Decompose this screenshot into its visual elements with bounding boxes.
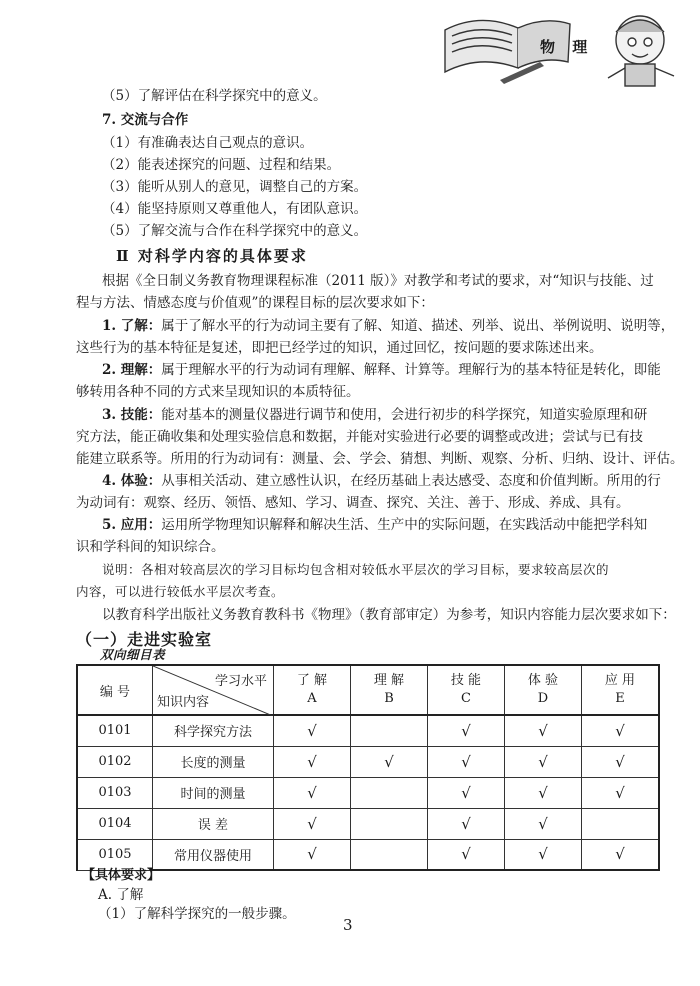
table-row (77, 839, 659, 870)
term-text: 属于了解水平的行为动词主要有了解、知道、描述、列举、说出、举例说明、说明等， (161, 318, 675, 334)
row-content: 时间的测量 (153, 777, 274, 808)
cartoon-character-icon (608, 16, 674, 86)
term-label: 2. 理解： (102, 362, 162, 378)
text-line: （5）了解交流与合作在科学探究中的意义。 (102, 223, 368, 239)
subject-label: 物 理 (540, 38, 594, 56)
term-label: 3. 技能： (102, 407, 162, 423)
row-id: 0103 (77, 777, 153, 808)
row-id: 0101 (77, 715, 153, 746)
header-level-c: 技 能 C (428, 665, 505, 715)
table-caption: 双向细目表 (100, 647, 166, 662)
section-title: Ⅱ 对科学内容的具体要求 (116, 247, 308, 265)
mark-cell: √ (428, 808, 505, 839)
row-content: 常用仪器使用 (153, 839, 274, 870)
row-id: 0102 (77, 746, 153, 777)
header-diagonal (153, 665, 274, 715)
row-content: 科学探究方法 (153, 715, 274, 746)
mark-cell: √ (274, 808, 351, 839)
header-number: 编 号 (77, 665, 153, 715)
paragraph-line: 为动词有：观察、经历、领悟、感知、学习、调查、探究、关注、善于、形成、养成、具有。 (76, 495, 630, 511)
mark-cell (351, 839, 428, 870)
mark-cell: √ (505, 808, 582, 839)
paragraph-line (102, 515, 647, 535)
mark-cell: √ (505, 777, 582, 808)
note-line: 内容，可以进行较低水平层次考查。 (76, 584, 285, 599)
header-level-label: 学习水平 (214, 674, 267, 689)
term-label: 5. 应用： (102, 517, 162, 533)
mark-cell: √ (582, 777, 660, 808)
paragraph-line: 以教育科学出版社义务教育教科书《物理》（教育部审定）为参考，知识内容能力层次要求如下： (102, 607, 676, 623)
mark-cell: √ (428, 839, 505, 870)
paragraph-line: 程与方法、情感态度与价值观”的课程目标的层次要求如下： (76, 295, 434, 311)
row-content: 误 差 (153, 808, 274, 839)
table-row (77, 808, 659, 839)
mark-cell: √ (505, 839, 582, 870)
term-text: 能对基本的测量仪器进行调节和使用，会进行初步的科学探究，知道实验原理和研 (161, 407, 648, 423)
mark-cell (582, 808, 660, 839)
mark-cell: √ (582, 715, 660, 746)
mark-cell (351, 715, 428, 746)
term-text: 运用所学物理知识解释和解决生活、生产中的实际问题，在实践活动中能把学科知 (161, 517, 648, 533)
paragraph-line: 根据《全日制义务教育物理课程标准（2011 版）》对教学和考试的要求，对“知识与技能、过 (102, 273, 654, 289)
header-level-e: 应 用 E (582, 665, 660, 715)
paragraph-line: 这些行为的基本特征是复述，即把已经学过的知识，通过回忆，按问题的要求陈述出来。 (76, 340, 603, 356)
term-text: 从事相关活动、建立感性认识，在经历基础上表达感受、态度和价值判断。所用的行 (161, 473, 661, 489)
table-row (77, 777, 659, 808)
spec-table (76, 664, 660, 871)
paragraph-line: 能建立联系等。所用的行为动词有：测量、会、学会、猜想、判断、观察、分析、归纳、设计、评估。 (76, 451, 684, 467)
mark-cell: √ (274, 746, 351, 777)
mark-cell: √ (274, 777, 351, 808)
unit-title: （一）走进实验室 (76, 630, 213, 649)
requirements-subheading: A. 了解 (98, 887, 144, 903)
term-label: 1. 了解： (102, 318, 162, 334)
row-id: 0105 (77, 839, 153, 870)
text-line: （3）能听从别人的意见，调整自己的方案。 (102, 179, 368, 195)
mark-cell: √ (582, 746, 660, 777)
paragraph-line (102, 471, 661, 491)
mark-cell: √ (428, 715, 505, 746)
mark-cell: √ (582, 839, 660, 870)
text-line: （4）能坚持原则又尊重他人，有团队意识。 (102, 201, 368, 217)
paragraph-line: 够转用各种不同的方式来呈现知识的本质特征。 (76, 384, 360, 400)
mark-cell: √ (428, 746, 505, 777)
header-level-a: 了 解 A (274, 665, 351, 715)
subheading: 7. 交流与合作 (102, 112, 189, 128)
row-id: 0104 (77, 808, 153, 839)
row-content: 长度的测量 (153, 746, 274, 777)
requirements-heading: 【具体要求】 (82, 868, 161, 883)
page-number: 3 (343, 916, 353, 934)
text-line: （1）有准确表达自己观点的意识。 (102, 135, 314, 151)
header-level-d: 体 验 D (505, 665, 582, 715)
paragraph-line (102, 405, 647, 425)
table-row (77, 715, 659, 746)
table-row (77, 746, 659, 777)
mark-cell: √ (274, 839, 351, 870)
text-line: （5）了解评估在科学探究中的意义。 (102, 88, 327, 104)
mark-cell: √ (428, 777, 505, 808)
paragraph-line: 识和学科间的知识综合。 (76, 539, 225, 555)
mark-cell (351, 808, 428, 839)
mark-cell: √ (505, 715, 582, 746)
mark-cell: √ (505, 746, 582, 777)
header-level-b: 理 解 B (351, 665, 428, 715)
text-line: （2）能表述探究的问题、过程和结果。 (102, 157, 341, 173)
header-content-label: 知识内容 (157, 695, 210, 710)
requirements-item: （1）了解科学探究的一般步骤。 (98, 906, 296, 922)
paragraph-line (102, 316, 674, 336)
mark-cell: √ (274, 715, 351, 746)
mark-cell (351, 777, 428, 808)
note-line: 说明：各相对较高层次的学习目标均包含相对较低水平层次的学习目标，要求较高层次的 (102, 562, 610, 577)
term-label: 4. 体验： (102, 473, 162, 489)
term-text: 属于理解水平的行为动词有理解、解释、计算等。理解行为的基本特征是转化，即能 (161, 362, 661, 378)
paragraph-line (102, 360, 661, 380)
mark-cell: √ (351, 746, 428, 777)
paragraph-line: 究方法，能正确收集和处理实验信息和数据，并能对实验进行必要的调整或改进；尝试与已有技 (76, 429, 643, 445)
